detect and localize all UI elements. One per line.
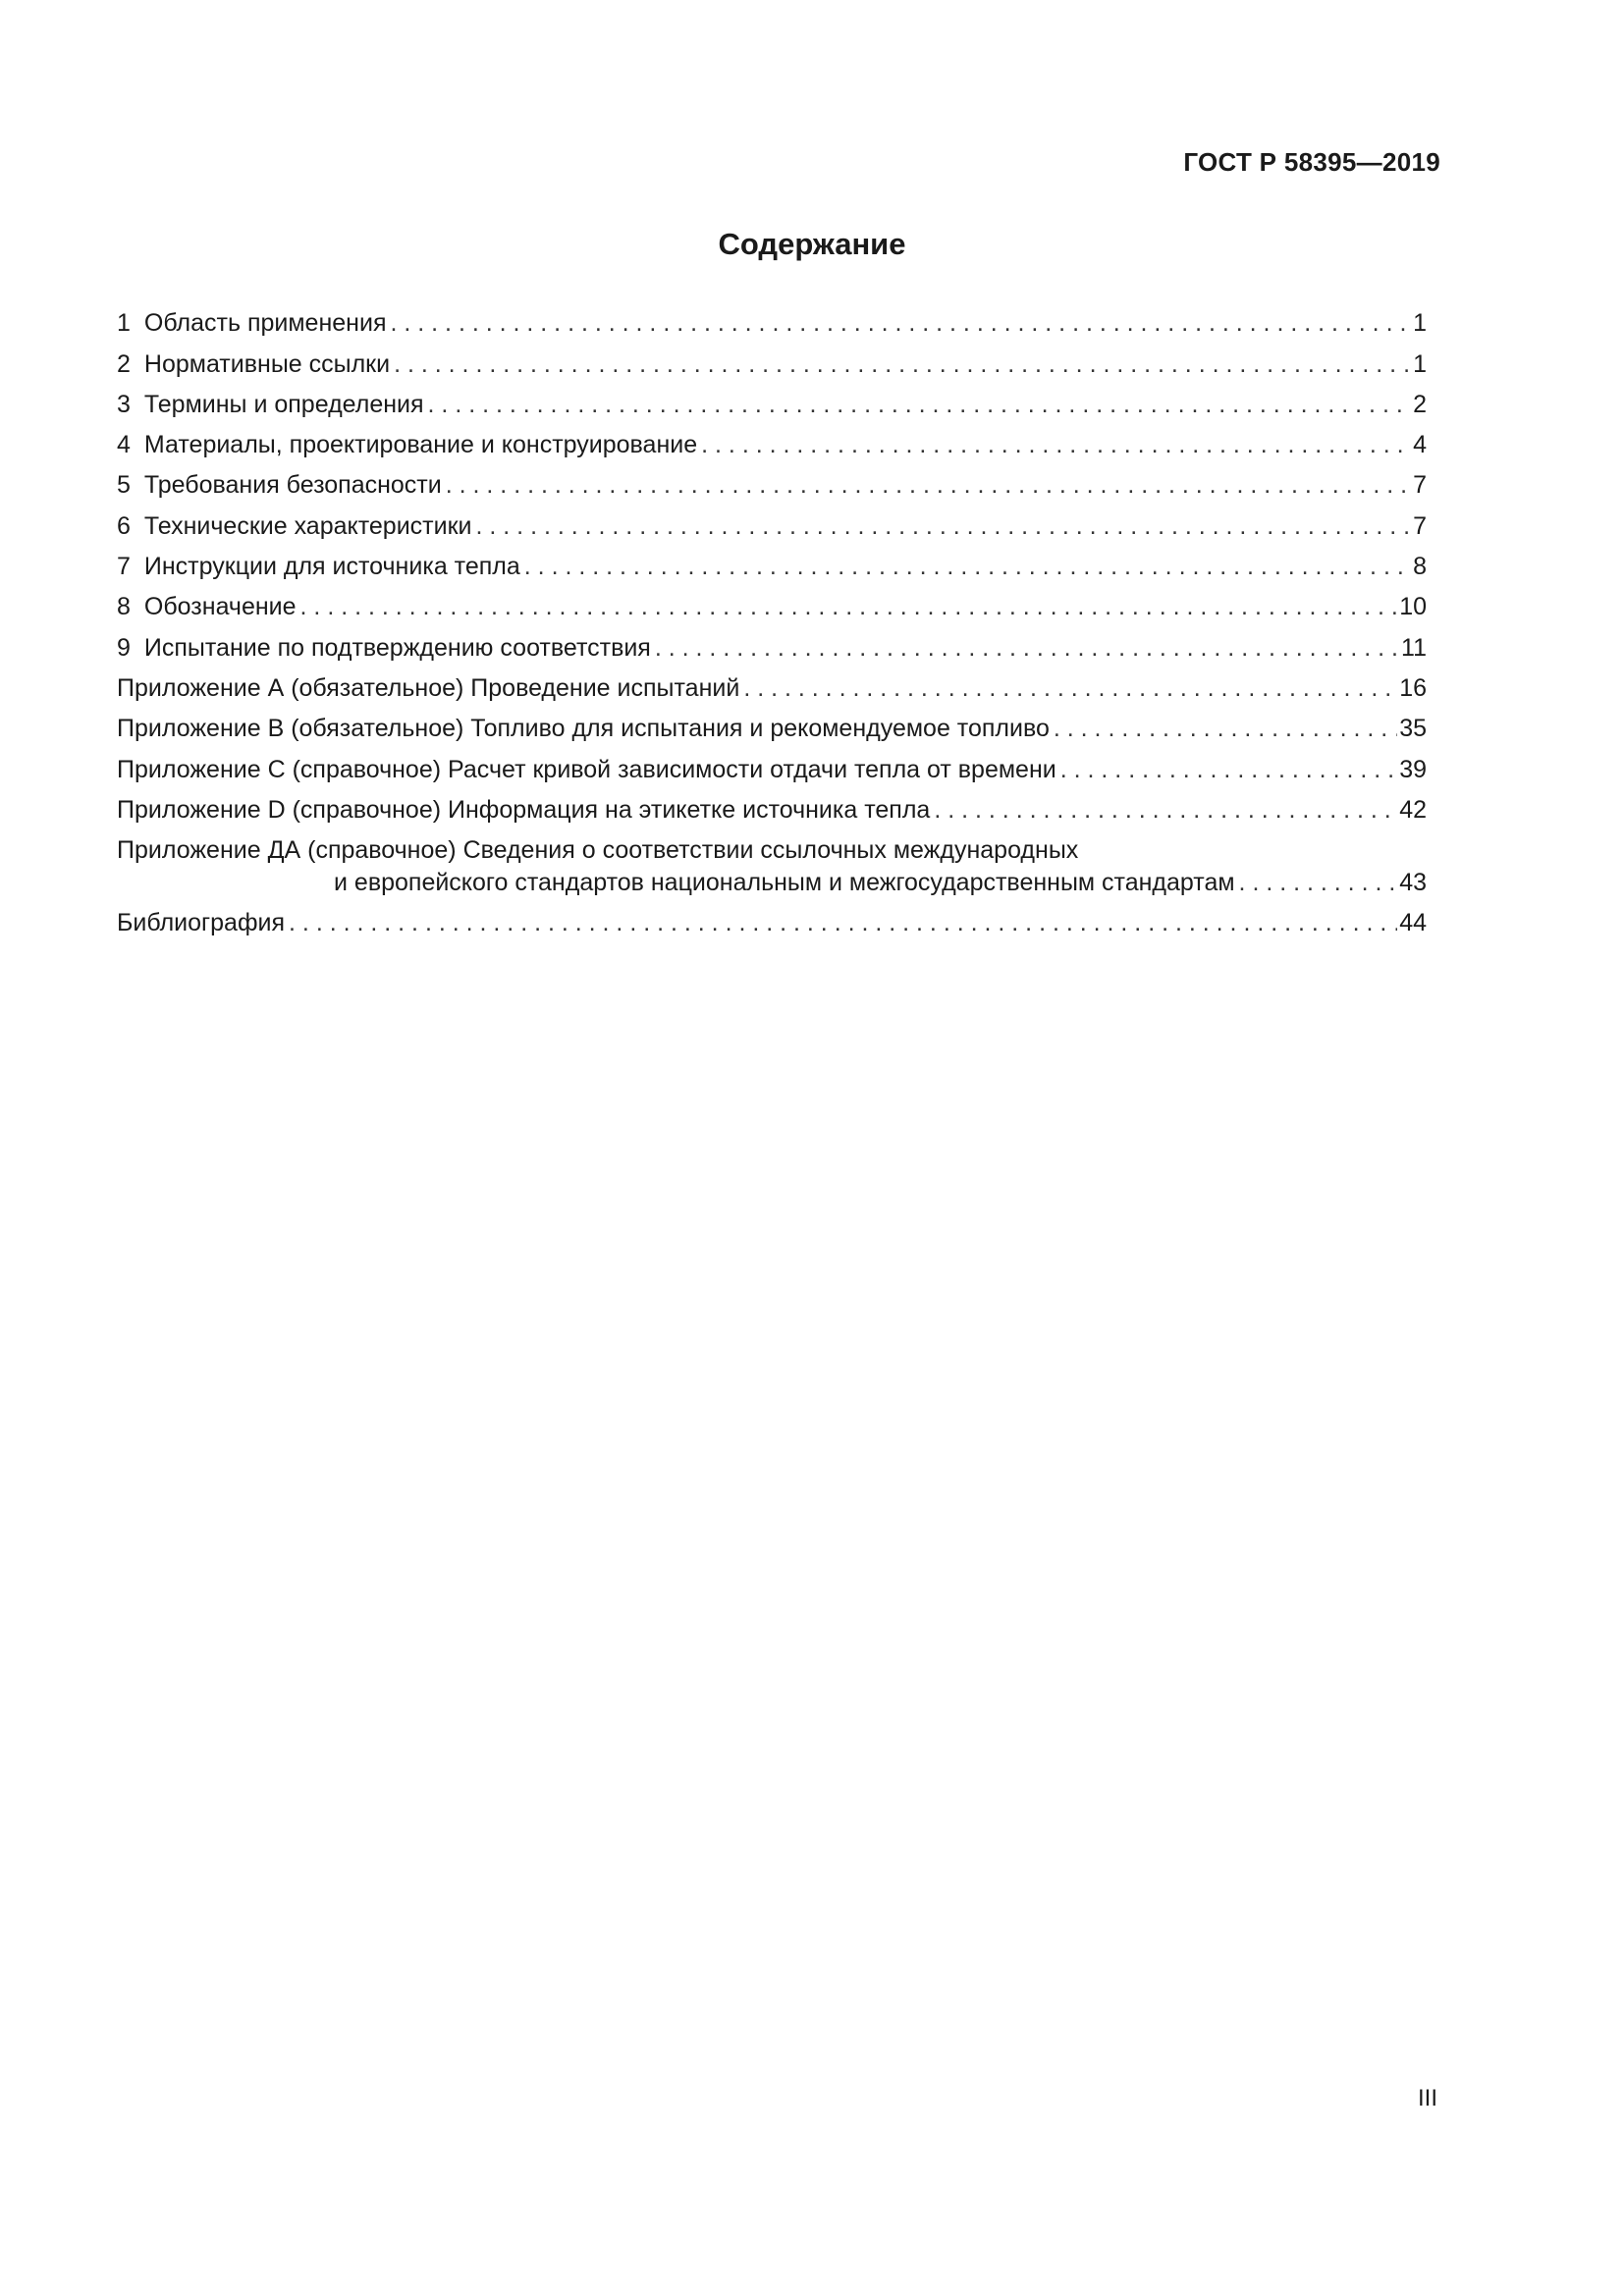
- toc-entry-title: Приложение В (обязательное) Топливо для испытания и рекомендуемое топливо: [117, 715, 1050, 743]
- page-number: III: [1417, 2085, 1437, 2111]
- toc-entry-title-line2-row: [117, 865, 1427, 897]
- toc-entry-appendix-d[interactable]: [117, 784, 1427, 825]
- toc-entry[interactable]: [117, 500, 1427, 540]
- toc-leader-dots: [743, 674, 1397, 703]
- toc-entry-page: 16: [1399, 673, 1427, 702]
- toc-entry-number: 1: [117, 309, 131, 338]
- toc-leader-dots: [289, 909, 1397, 937]
- toc-leader-dots: [476, 512, 1412, 541]
- toc-entry-appendix-a[interactable]: [117, 663, 1427, 703]
- toc-entry-appendix-c[interactable]: [117, 743, 1427, 783]
- toc-leader-dots: [524, 553, 1411, 581]
- toc-entry-page: 43: [1399, 868, 1427, 896]
- toc-entry-number: 7: [117, 553, 131, 581]
- toc-entry[interactable]: [117, 419, 1427, 459]
- toc-leader-dots: [1060, 756, 1397, 784]
- toc-entry[interactable]: [117, 297, 1427, 338]
- toc-entry-title-line1: Приложение ДА (справочное) Сведения о соответствии ссылочных международных: [117, 835, 1079, 864]
- toc-leader-dots: [655, 634, 1399, 663]
- toc-entry-title: Приложение А (обязательное) Проведение испытаний: [117, 673, 740, 702]
- toc-entry-page: 1: [1413, 349, 1427, 378]
- toc-entry-page: 10: [1399, 593, 1427, 621]
- toc-entry-page: 7: [1413, 511, 1427, 540]
- toc-entry-title: Технические характеристики: [143, 511, 472, 540]
- toc-entry[interactable]: [117, 621, 1427, 662]
- toc-entry-page: 42: [1399, 795, 1427, 824]
- table-of-contents: [117, 297, 1427, 937]
- toc-entry-title: Требования безопасности: [143, 471, 442, 500]
- toc-entry-title: Материалы, проектирование и конструирование: [143, 431, 698, 459]
- toc-entry-title: Библиография: [117, 909, 286, 937]
- toc-entry-page: 4: [1413, 431, 1427, 459]
- toc-entry-title: Область применения: [143, 309, 387, 338]
- toc-entry-page: 35: [1399, 715, 1427, 743]
- toc-entry-page: 39: [1399, 755, 1427, 783]
- toc-leader-dots: [300, 593, 1398, 621]
- toc-entry-page: 7: [1413, 471, 1427, 500]
- toc-entry-number: 2: [117, 349, 131, 378]
- toc-leader-dots: [934, 796, 1397, 825]
- toc-entry-number: 4: [117, 431, 131, 459]
- toc-title: Содержание: [718, 227, 906, 261]
- toc-entry-page: 2: [1413, 390, 1427, 418]
- toc-entry-title: Приложение D (справочное) Информация на этикетке источника тепла: [117, 795, 931, 824]
- toc-leader-dots: [1239, 869, 1398, 897]
- toc-leader-dots: [446, 471, 1411, 500]
- toc-leader-dots: [428, 391, 1412, 419]
- toc-leader-dots: [394, 350, 1411, 379]
- toc-entry-appendix-da[interactable]: [117, 825, 1427, 897]
- toc-entry-bibliography[interactable]: [117, 897, 1427, 937]
- toc-entry-title: Обозначение: [143, 593, 297, 621]
- toc-entry-appendix-b[interactable]: [117, 703, 1427, 743]
- toc-entry-number: 6: [117, 511, 131, 540]
- toc-entry-page: 8: [1413, 553, 1427, 581]
- toc-entry-title: Термины и определения: [143, 390, 424, 418]
- toc-leader-dots: [1054, 715, 1397, 743]
- toc-leader-dots: [701, 431, 1411, 459]
- toc-entry[interactable]: [117, 541, 1427, 581]
- toc-entry-number: 5: [117, 471, 131, 500]
- toc-entry-title: Испытание по подтверждению соответствия: [143, 633, 651, 662]
- toc-entry-title: Инструкции для источника тепла: [143, 553, 520, 581]
- toc-entry[interactable]: [117, 338, 1427, 378]
- toc-entry-page: 11: [1401, 633, 1427, 662]
- toc-entry-title-line2: и европейского стандартов национальным и межгосударственным стандартам: [334, 868, 1235, 896]
- toc-entry-number: 8: [117, 593, 131, 621]
- toc-entry-page: 44: [1399, 909, 1427, 937]
- document-code: ГОСТ Р 58395—2019: [1183, 147, 1440, 177]
- toc-entry[interactable]: [117, 459, 1427, 500]
- toc-entry-number: 3: [117, 390, 131, 418]
- toc-entry[interactable]: [117, 379, 1427, 419]
- toc-entry-page: 1: [1413, 309, 1427, 338]
- toc-entry-title: Приложение С (справочное) Расчет кривой зависимости отдачи тепла от времени: [117, 755, 1056, 783]
- toc-leader-dots: [390, 309, 1411, 338]
- toc-entry-title: Нормативные ссылки: [143, 349, 391, 378]
- toc-entry-number: 9: [117, 633, 131, 662]
- toc-entry[interactable]: [117, 581, 1427, 621]
